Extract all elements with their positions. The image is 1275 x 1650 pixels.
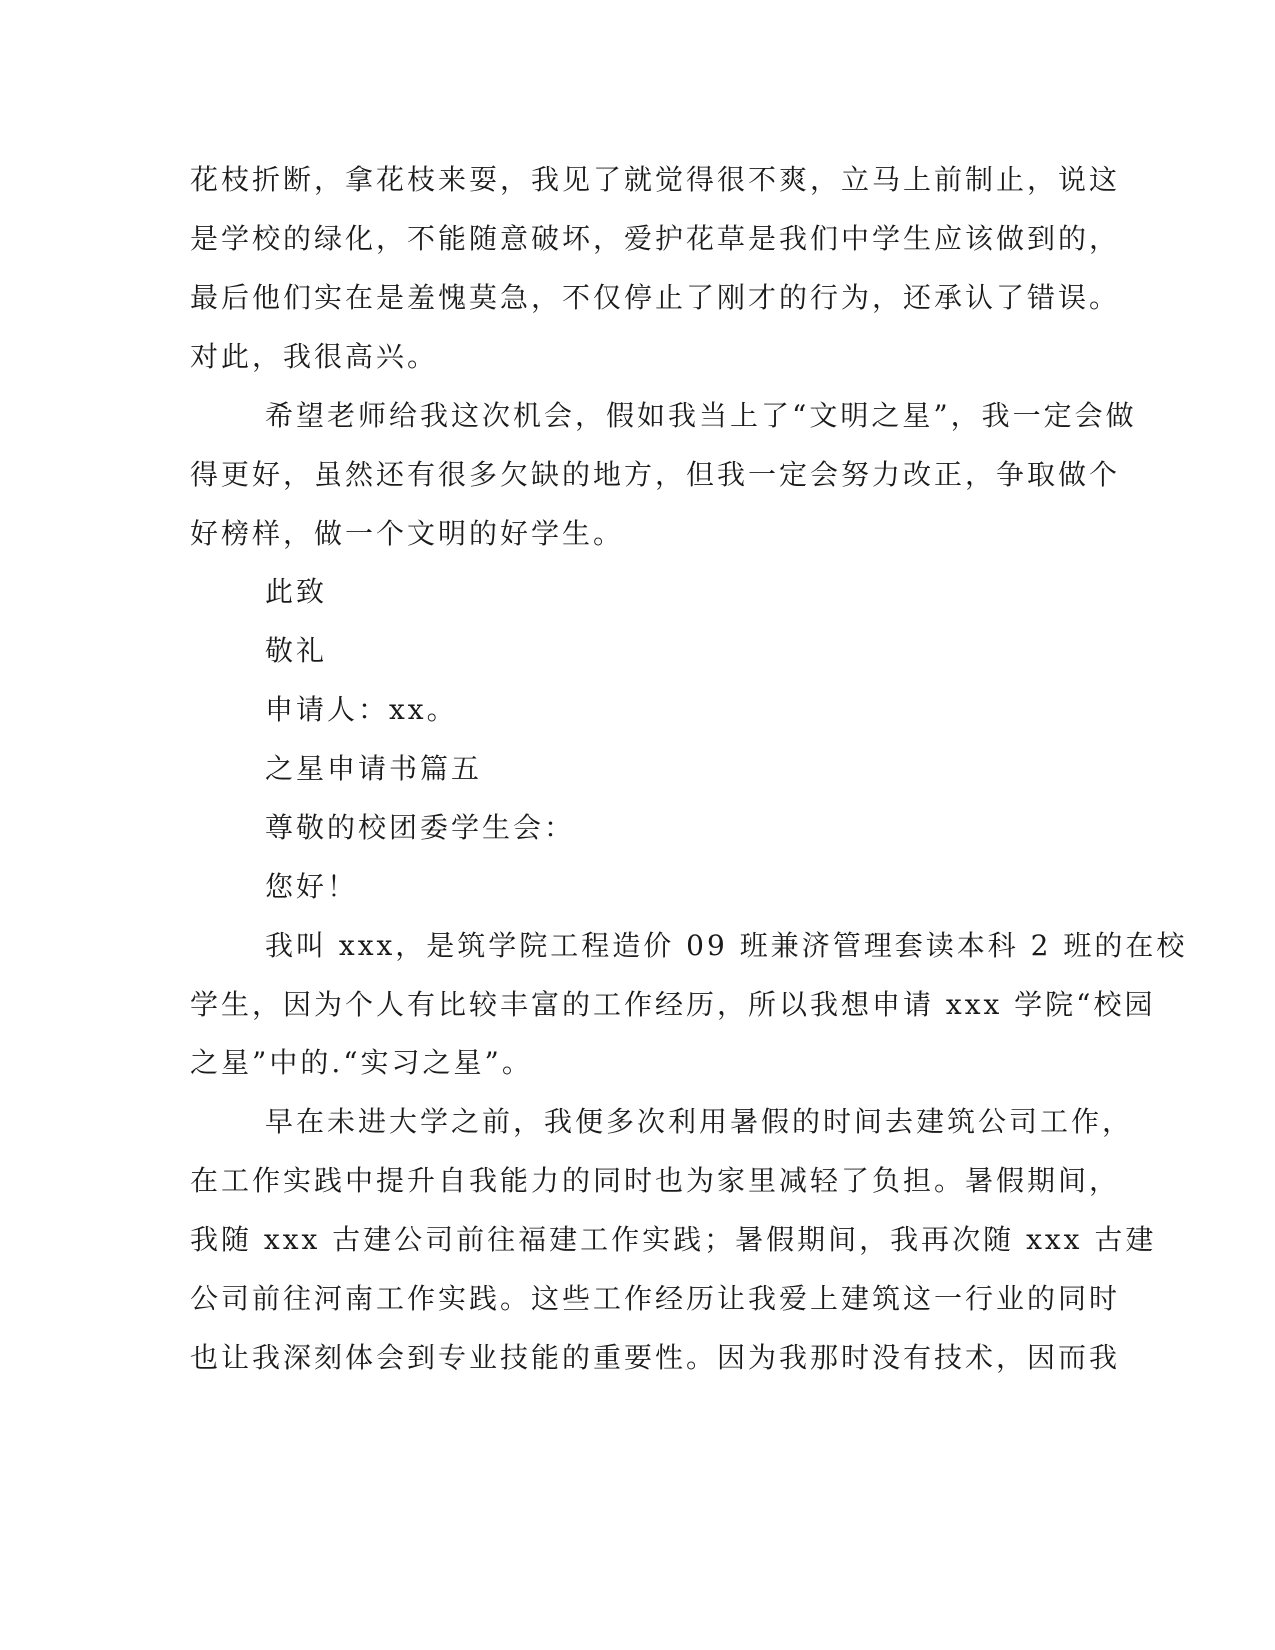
text-line: 得更好，虽然还有很多欠缺的地方，但我一定会努力改正，争取做个 bbox=[190, 458, 1121, 491]
text-line: 在工作实践中提升自我能力的同时也为家里减轻了负担。暑假期间， bbox=[190, 1164, 1121, 1197]
applicant-line: 申请人：xx。 bbox=[265, 693, 458, 726]
text-line: 花枝折断，拿花枝来耍，我见了就觉得很不爽，立马上前制止，说这 bbox=[190, 163, 1121, 196]
salutation-closing: 此致 bbox=[265, 575, 328, 608]
text-line: 早在未进大学之前，我便多次利用暑假的时间去建筑公司工作， bbox=[265, 1105, 1134, 1138]
salutation-regards: 敬礼 bbox=[265, 634, 328, 667]
addressee: 尊敬的校团委学生会： bbox=[265, 811, 576, 844]
text-line: 也让我深刻体会到专业技能的重要性。因为我那时没有技术，因而我 bbox=[190, 1341, 1121, 1374]
text-line: 公司前往河南工作实践。这些工作经历让我爱上建筑这一行业的同时 bbox=[190, 1282, 1121, 1315]
section-title: 之星申请书篇五 bbox=[265, 752, 483, 785]
text-line: 是学校的绿化，不能随意破坏，爱护花草是我们中学生应该做到的， bbox=[190, 222, 1121, 255]
greeting: 您好！ bbox=[265, 870, 359, 903]
text-line: 我叫 xxx，是筑学院工程造价 09 班兼济管理套读本科 2 班的在校 bbox=[265, 929, 1188, 962]
text-line: 对此，我很高兴。 bbox=[190, 340, 439, 373]
text-line: 之星”中的.“实习之星”。 bbox=[190, 1046, 533, 1079]
text-line: 最后他们实在是羞愧莫急，不仅停止了刚才的行为，还承认了错误。 bbox=[190, 281, 1121, 314]
text-line: 希望老师给我这次机会，假如我当上了“文明之星”，我一定会做 bbox=[265, 399, 1137, 432]
text-line: 学生，因为个人有比较丰富的工作经历，所以我想申请 xxx 学院“校园 bbox=[190, 988, 1156, 1021]
text-line: 我随 xxx 古建公司前往福建工作实践；暑假期间，我再次随 xxx 古建 bbox=[190, 1223, 1157, 1256]
text-line: 好榜样，做一个文明的好学生。 bbox=[190, 517, 625, 550]
